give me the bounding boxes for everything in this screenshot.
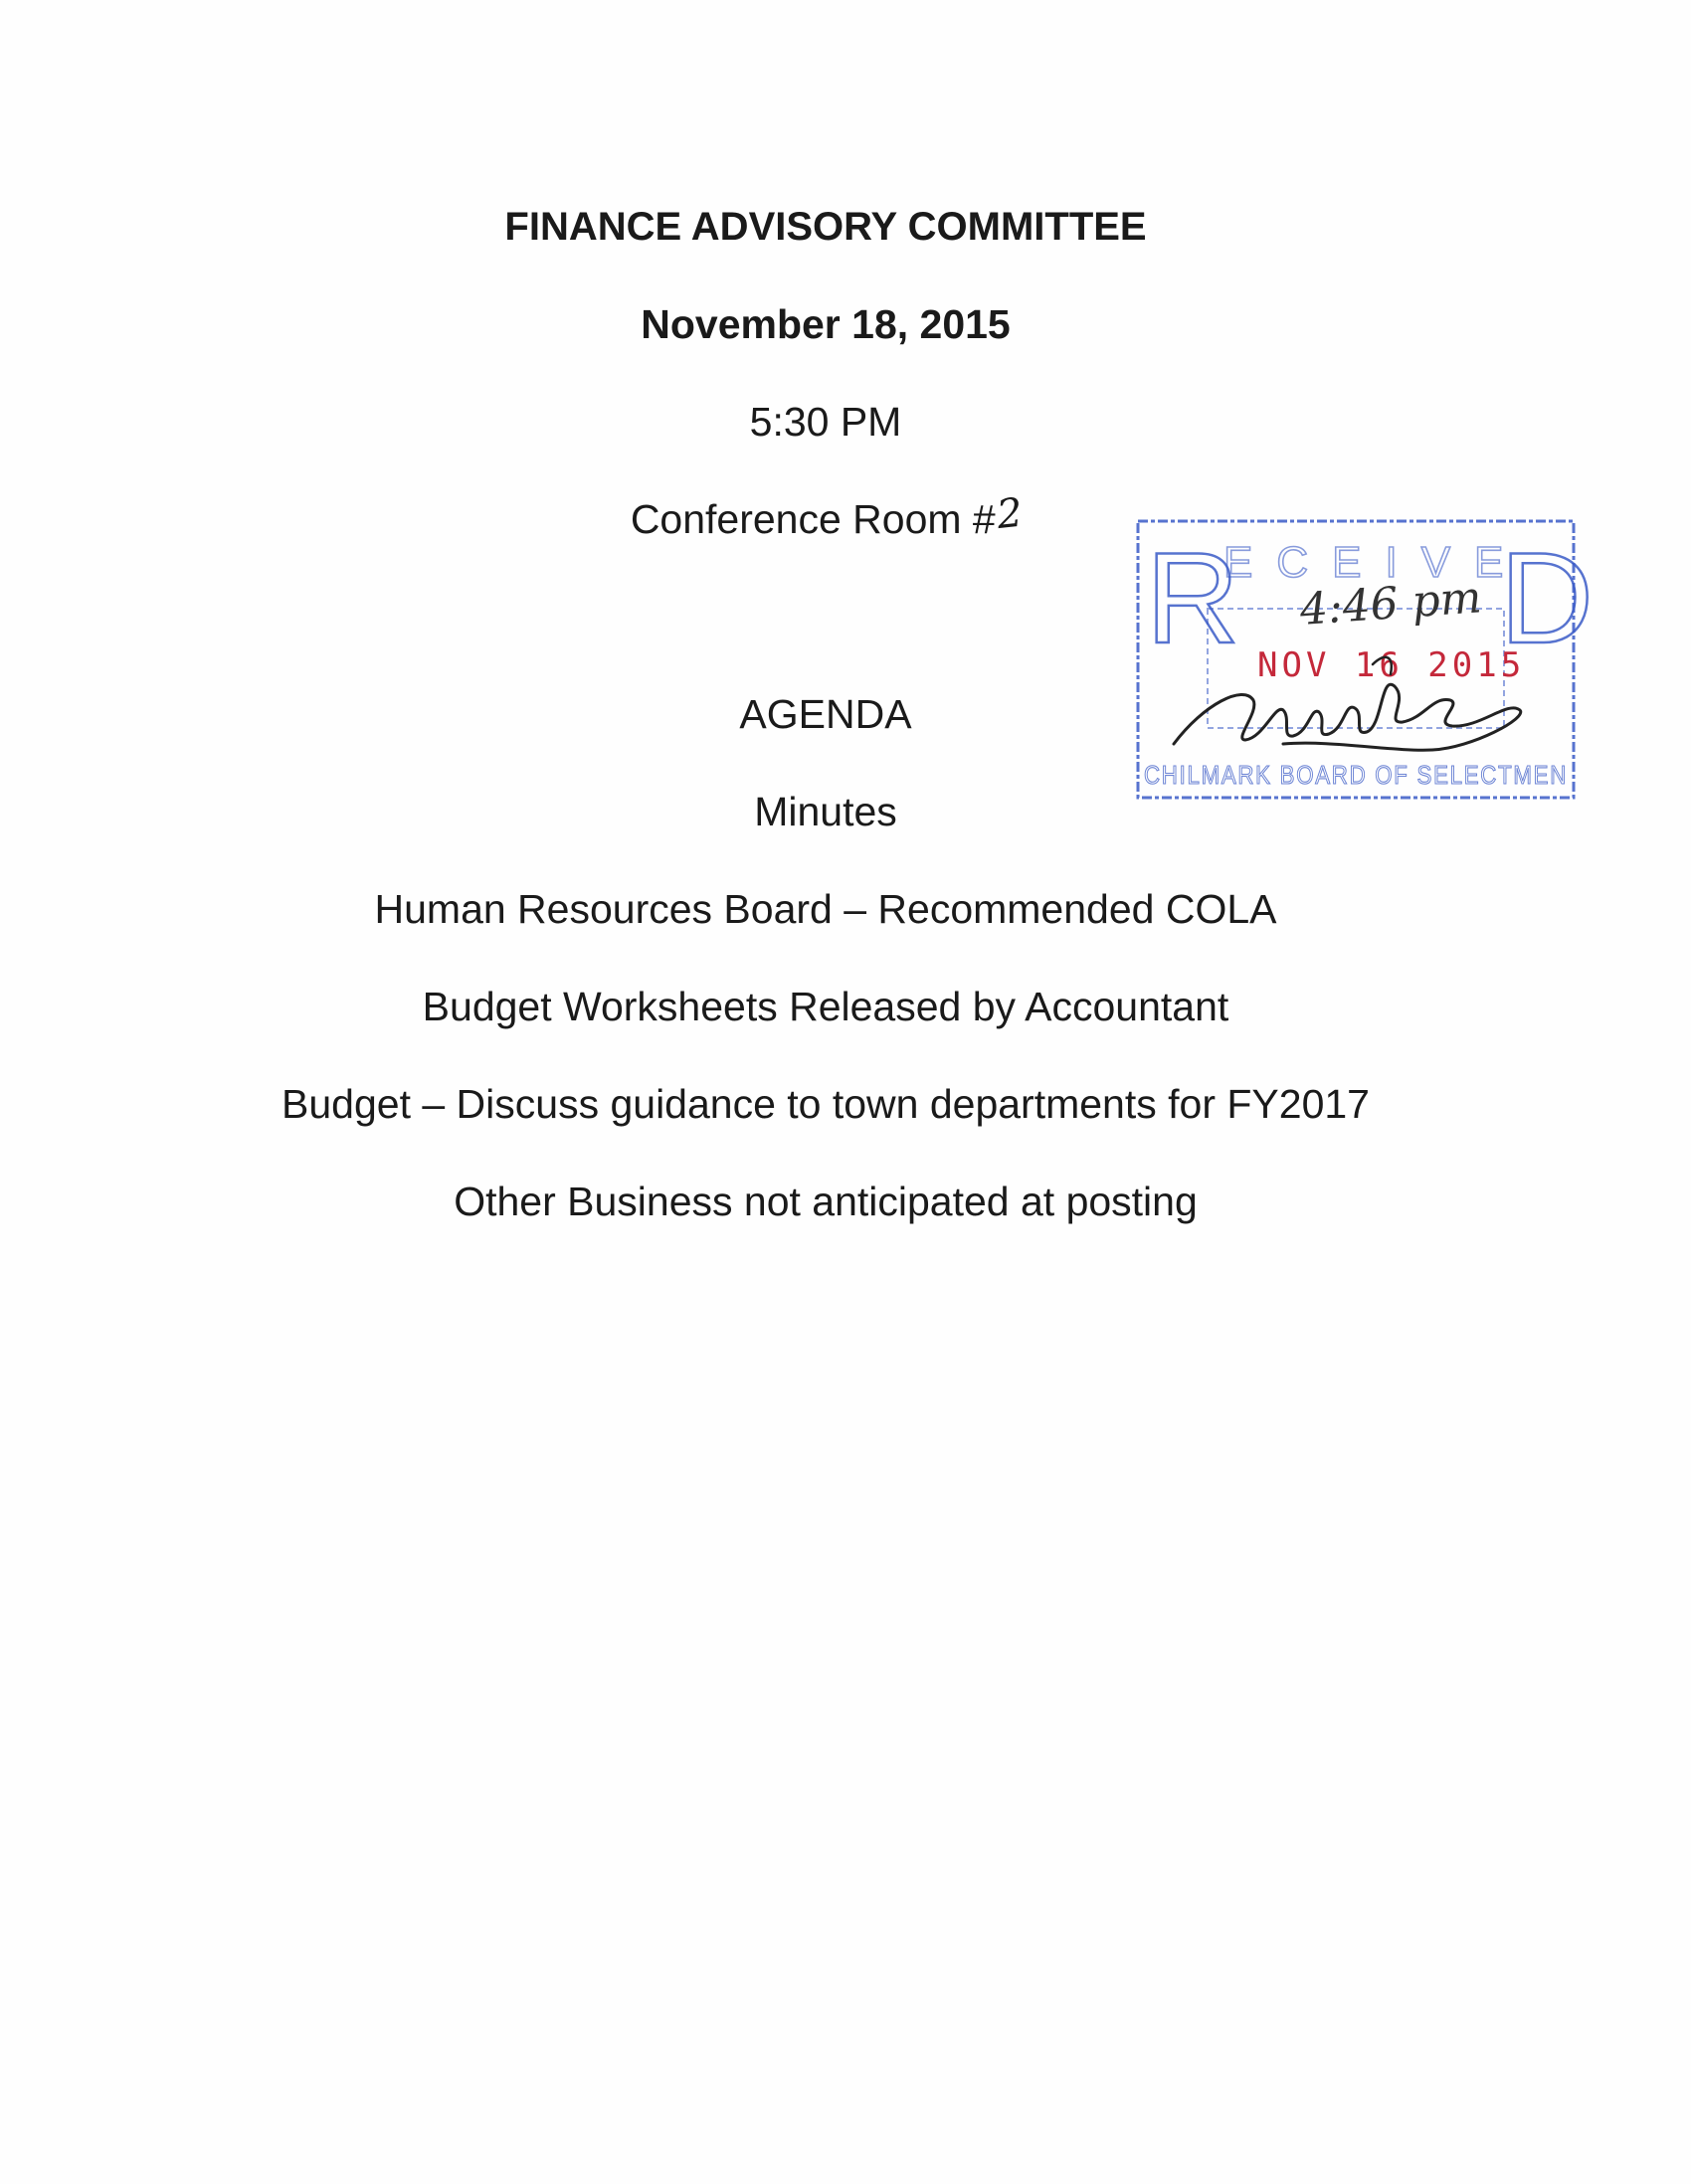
stamp-org: CHILMARK BOARD OF SELECTMEN [1144, 760, 1568, 790]
agenda-item: Budget – Discuss guidance to town departments for FY2017 [282, 1081, 1370, 1127]
meeting-time: 5:30 PM [749, 399, 902, 445]
stamp-letters-middle: ECEIVE [1223, 538, 1528, 587]
stamp-letter-d: D [1500, 525, 1594, 670]
agenda-item: Human Resources Board – Recommended COLA [374, 886, 1277, 932]
received-stamp [1134, 515, 1594, 804]
agenda-item: Budget Worksheets Released by Accountant [422, 984, 1229, 1029]
location-label: Conference Room # [630, 496, 996, 542]
agenda-item: Other Business not anticipated at posting [454, 1179, 1198, 1224]
agenda-heading: AGENDA [739, 691, 912, 737]
stamp-handwritten-time: 4:46 pm [1298, 572, 1484, 636]
stamp-date: NOV 16 2015 [1257, 645, 1526, 685]
meeting-date: November 18, 2015 [641, 301, 1011, 347]
location-number-handwritten: 2 [994, 489, 1025, 539]
signature [1174, 684, 1521, 750]
committee-title: FINANCE ADVISORY COMMITTEE [504, 205, 1147, 249]
stamp-letter-r: R [1146, 525, 1239, 670]
agenda-item: Minutes [754, 789, 897, 834]
